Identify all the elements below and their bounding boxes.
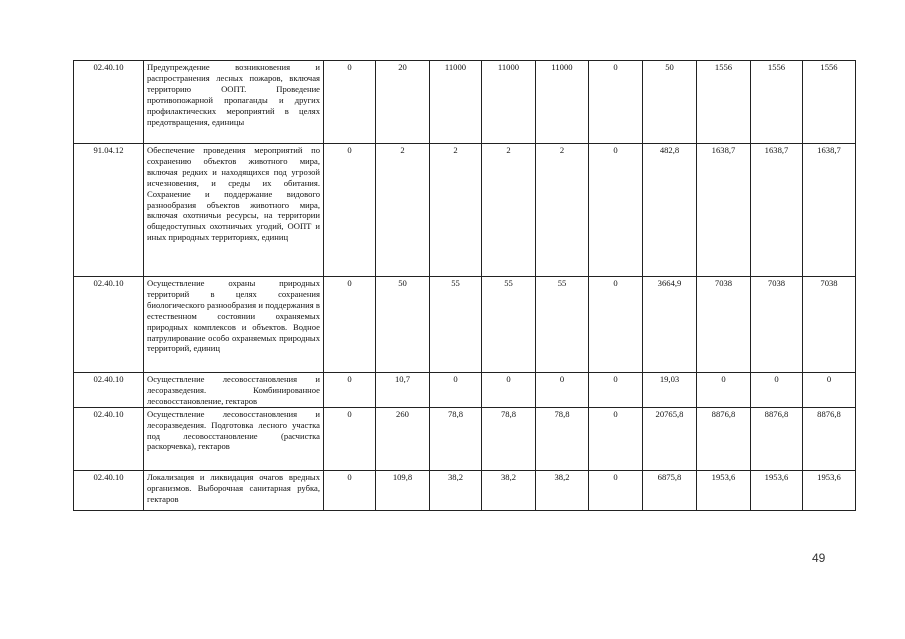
table-row <box>74 373 856 408</box>
row-value-cell: 11000 <box>536 61 589 144</box>
row-description-cell: Локализация и ликвидация очагов вредных организмов. Выборочная санитарная рубка, гектаров <box>144 470 324 510</box>
row-code-cell: 02.40.10 <box>74 61 144 144</box>
row-value-cell: 50 <box>376 277 430 373</box>
row-value-cell: 11000 <box>482 61 536 144</box>
row-value-cell: 0 <box>430 373 482 408</box>
row-value-cell: 78,8 <box>536 407 589 470</box>
table-row <box>74 470 856 510</box>
row-value-cell: 7038 <box>697 277 751 373</box>
row-value-cell: 20765,8 <box>643 407 697 470</box>
row-value-cell: 0 <box>324 470 376 510</box>
row-description-cell: Предупреждение возникновения и распространения лесных пожаров, включая территорию ООПТ. Проведение противопожарной пропаганды и других профилактических мероприятий в целях предотвращения, единицы <box>144 61 324 144</box>
data-table <box>73 60 856 511</box>
table-row <box>74 277 856 373</box>
row-value-cell: 2 <box>376 144 430 277</box>
row-value-cell: 109,8 <box>376 470 430 510</box>
row-value-cell: 7038 <box>803 277 856 373</box>
row-value-cell: 0 <box>697 373 751 408</box>
row-value-cell: 1638,7 <box>803 144 856 277</box>
row-value-cell: 0 <box>589 61 643 144</box>
row-value-cell: 1556 <box>751 61 803 144</box>
table-row <box>74 61 856 144</box>
row-value-cell: 1556 <box>803 61 856 144</box>
row-value-cell: 1638,7 <box>751 144 803 277</box>
row-value-cell: 1638,7 <box>697 144 751 277</box>
row-value-cell: 55 <box>536 277 589 373</box>
row-description-cell: Осуществление лесовосстановления и лесоразведения. Комбинированное лесовосстановление, гектаров <box>144 373 324 408</box>
row-value-cell: 50 <box>643 61 697 144</box>
row-code-cell: 02.40.10 <box>74 407 144 470</box>
page-number: 49 <box>812 551 826 565</box>
row-value-cell: 0 <box>589 144 643 277</box>
row-value-cell: 1556 <box>697 61 751 144</box>
table-row <box>74 144 856 277</box>
row-code-cell: 02.40.10 <box>74 277 144 373</box>
row-value-cell: 7038 <box>751 277 803 373</box>
row-value-cell: 0 <box>589 373 643 408</box>
row-value-cell: 0 <box>324 61 376 144</box>
row-value-cell: 2 <box>430 144 482 277</box>
row-value-cell: 0 <box>324 373 376 408</box>
row-value-cell: 0 <box>482 373 536 408</box>
row-value-cell: 0 <box>589 407 643 470</box>
row-description-cell: Обеспечение проведения мероприятий по сохранению объектов животного мира, включая редких и находящихся под угрозой исчезновения, и среды их обитания. Сохранение и поддержание видового разнообразия объектов животного мира, включая охотничьи ресурсы, на территории общедоступных охотничьих угодий, ООПТ и иных природных территориях, единиц <box>144 144 324 277</box>
row-value-cell: 8876,8 <box>751 407 803 470</box>
row-value-cell: 2 <box>482 144 536 277</box>
row-value-cell: 20 <box>376 61 430 144</box>
table-row <box>74 407 856 470</box>
row-code-cell: 91.04.12 <box>74 144 144 277</box>
row-value-cell: 78,8 <box>482 407 536 470</box>
row-code-cell: 02.40.10 <box>74 470 144 510</box>
row-value-cell: 38,2 <box>482 470 536 510</box>
row-value-cell: 10,7 <box>376 373 430 408</box>
row-value-cell: 55 <box>482 277 536 373</box>
row-value-cell: 0 <box>803 373 856 408</box>
row-value-cell: 8876,8 <box>803 407 856 470</box>
row-value-cell: 2 <box>536 144 589 277</box>
row-value-cell: 78,8 <box>430 407 482 470</box>
row-value-cell: 1953,6 <box>697 470 751 510</box>
row-value-cell: 1953,6 <box>751 470 803 510</box>
row-value-cell: 260 <box>376 407 430 470</box>
row-value-cell: 482,8 <box>643 144 697 277</box>
row-code-cell: 02.40.10 <box>74 373 144 408</box>
row-value-cell: 55 <box>430 277 482 373</box>
row-value-cell: 1953,6 <box>803 470 856 510</box>
row-value-cell: 0 <box>589 470 643 510</box>
row-value-cell: 0 <box>324 144 376 277</box>
row-value-cell: 6875,8 <box>643 470 697 510</box>
row-value-cell: 0 <box>324 277 376 373</box>
row-value-cell: 3664,9 <box>643 277 697 373</box>
row-value-cell: 38,2 <box>430 470 482 510</box>
row-value-cell: 0 <box>536 373 589 408</box>
row-value-cell: 11000 <box>430 61 482 144</box>
row-value-cell: 38,2 <box>536 470 589 510</box>
row-description-cell: Осуществление лесовосстановления и лесоразведения. Подготовка лесного участка под лесовосстановление (расчистка раскорчевка), гектаров <box>144 407 324 470</box>
row-value-cell: 0 <box>589 277 643 373</box>
row-value-cell: 8876,8 <box>697 407 751 470</box>
row-value-cell: 0 <box>751 373 803 408</box>
row-description-cell: Осуществление охраны природных территорий в целях сохранения биологического разнообразия и поддержания в естественном состоянии охраняемых природных комплексов и объектов. Водное патрулирование особо охраняемых природных территорий, единиц <box>144 277 324 373</box>
row-value-cell: 19,03 <box>643 373 697 408</box>
row-value-cell: 0 <box>324 407 376 470</box>
